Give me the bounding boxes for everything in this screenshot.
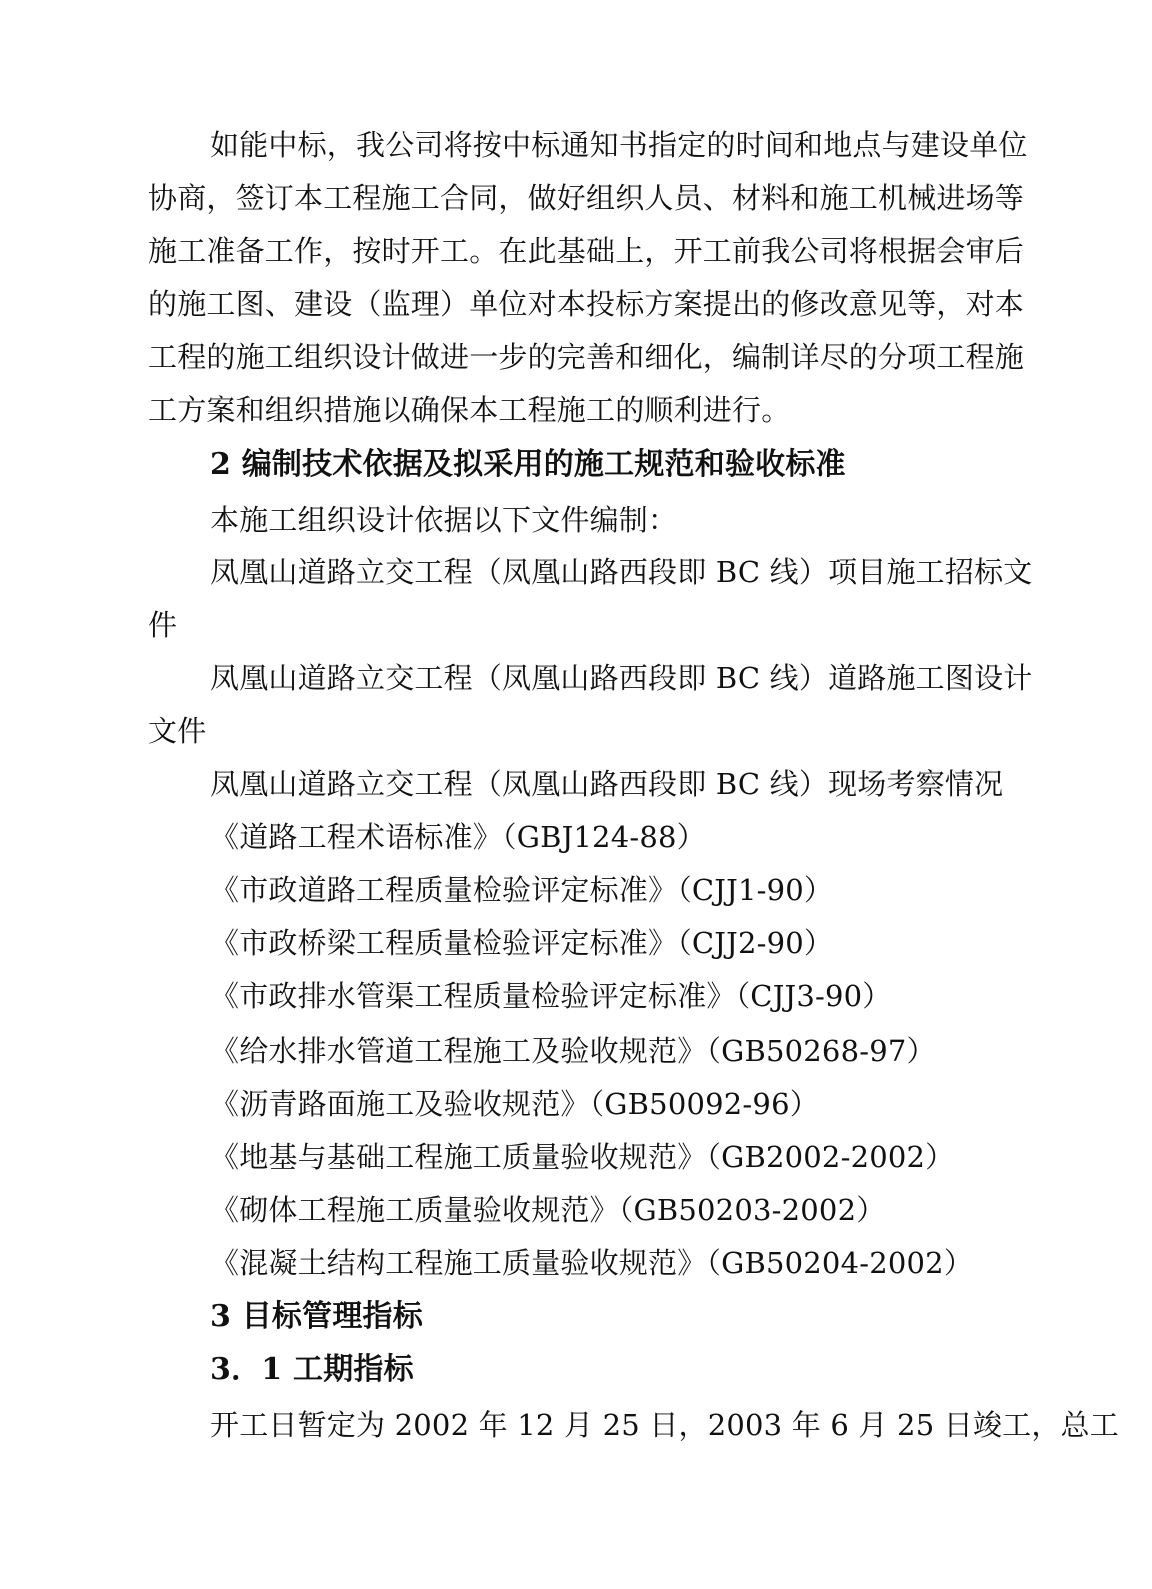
section-2-heading: 2 编制技术依据及拟采用的施工规范和验收标准 (210, 447, 846, 482)
standard-item: 《沥青路面施工及验收规范》（GB50092-96） (210, 1087, 819, 1121)
standard-item: 《砌体工程施工质量验收规范》（GB50203-2002） (210, 1193, 886, 1227)
standard-item: 《市政排水管渠工程质量检验评定标准》（CJJ3-90） (210, 979, 892, 1013)
intro-line: 工方案和组织措施以确保本工程施工的顺利进行。 (148, 393, 791, 427)
reference-doc-drawings: 凤凰山道路立交工程（凤凰山路西段即 BC 线）道路施工图设计 (210, 661, 1033, 695)
reference-site-survey: 凤凰山道路立交工程（凤凰山路西段即 BC 线）现场考察情况 (210, 767, 1004, 801)
reference-doc-drawings-cont: 文件 (148, 714, 207, 748)
section-2-intro: 本施工组织设计依据以下文件编制： (210, 503, 678, 537)
intro-line: 工程的施工组织设计做进一步的完善和细化，编制详尽的分项工程施 (148, 340, 1025, 374)
standard-item: 《市政桥梁工程质量检验评定标准》（CJJ2-90） (210, 926, 834, 960)
standard-item: 《道路工程术语标准》（GBJ124-88） (210, 820, 706, 854)
intro-line: 协商，签订本工程施工合同，做好组织人员、材料和施工机械进场等 (148, 181, 1025, 215)
standard-item: 《混凝土结构工程施工质量验收规范》（GB50204-2002） (210, 1246, 974, 1280)
standard-item: 《给水排水管道工程施工及验收规范》（GB50268-97） (210, 1034, 936, 1068)
schedule-text: 开工日暂定为 2002 年 12 月 25 日，2003 年 6 月 25 日竣工，总工 (210, 1408, 1119, 1442)
section-3-heading: 3 目标管理指标 (210, 1299, 423, 1334)
intro-line: 的施工图、建设（监理）单位对本投标方案提出的修改意见等，对本 (148, 287, 1025, 321)
standard-item: 《市政道路工程质量检验评定标准》（CJJ1-90） (210, 873, 834, 907)
section-3-1-heading: 3．1 工期指标 (210, 1352, 414, 1387)
reference-doc-tender: 凤凰山道路立交工程（凤凰山路西段即 BC 线）项目施工招标文 (210, 555, 1033, 589)
intro-line: 施工准备工作，按时开工。在此基础上，开工前我公司将根据会审后 (148, 234, 1025, 268)
intro-line: 如能中标，我公司将按中标通知书指定的时间和地点与建设单位 (210, 128, 1028, 162)
standard-item: 《地基与基础工程施工质量验收规范》（GB2002-2002） (210, 1140, 955, 1174)
reference-doc-tender-cont: 件 (148, 608, 178, 642)
